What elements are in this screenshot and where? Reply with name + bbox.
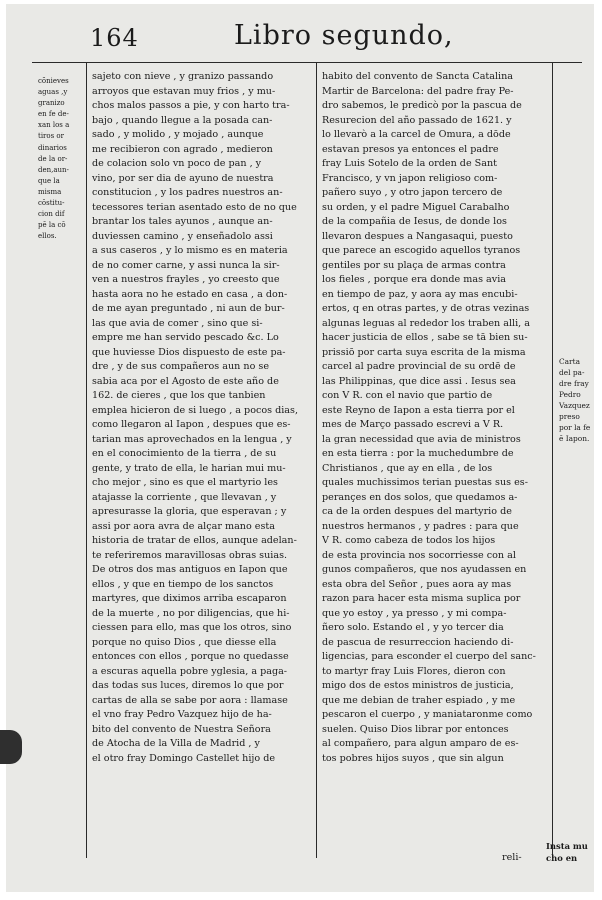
text-line: Resurecion del año passado de 1621. y — [322, 114, 512, 126]
text-line: hasta aora no he estado en casa , a don- — [92, 288, 288, 300]
margin-line: granizo — [38, 99, 65, 108]
text-line: que huviesse Dios dispuesto de este pa- — [92, 346, 286, 358]
text-line: migo dos de estos ministros de justicia, — [322, 680, 514, 691]
text-line: sajeto con nieve , y granizo passando — [92, 71, 274, 82]
margin-line: misma — [38, 187, 62, 196]
text-line: chos malos passos a pie, y con harto tra- — [92, 100, 290, 111]
text-line: ellos , y que en tiempo de los sanctos — [92, 578, 274, 590]
text-line: ca de la orden despues del martyrio de — [322, 506, 512, 517]
text-line: que yo estoy , ya presso , y mi compa- — [322, 607, 507, 619]
text-line: el vno fray Pedro Vazquez hijo de ha- — [92, 709, 272, 720]
text-line: de Atocha de la Villa de Madrid , y — [92, 738, 260, 749]
margin-line: den,aun- — [38, 165, 69, 174]
text-line: Martir de Barcelona: del padre fray Pe- — [322, 85, 514, 97]
text-line: brantar los tales ayunos , aunque an- — [92, 216, 273, 227]
text-line: de no comer carne, y assi nunca la sir- — [92, 259, 280, 271]
text-line: como llegaron al Iapon , despues que es- — [92, 419, 291, 430]
text-line: duviessen camino , y enseñadolo assi — [92, 230, 273, 242]
text-line: constitucion , y los padres nuestros an- — [92, 187, 283, 198]
text-line: en tiempo de paz, y aora ay mas encubi- — [322, 288, 518, 300]
text-line: el otro fray Domingo Castellet hijo de — [92, 752, 276, 764]
text-line: gentiles por su plaça de armas contra — [322, 259, 506, 271]
text-line: De otros dos mas antiguos en Iapon que — [92, 564, 288, 575]
text-line: que me debian de traher espiado , y me — [322, 694, 516, 706]
header-rule — [32, 62, 582, 63]
text-line: llevaron despues a Nangasaqui, puesto — [322, 230, 513, 242]
text-line: al compañero, para algun amparo de es- — [322, 738, 519, 749]
left-margin-rule — [86, 62, 87, 858]
margin-line: por la fe — [559, 423, 591, 432]
text-line: porque no quiso Dios , que diesse ella — [92, 636, 277, 648]
margin-line: en fe de- — [38, 110, 69, 119]
text-line: en el conocimiento de la tierra , de su — [92, 448, 277, 459]
margin-line: cho en — [546, 853, 578, 863]
text-line: prissiō por carta suya escrita de la misma — [322, 346, 526, 358]
right-marginal-note-bottom — [546, 840, 596, 864]
text-line: algunas leguas al rededor los traben alli, a — [322, 317, 530, 329]
margin-line: Insta mu — [546, 841, 588, 851]
right-marginal-note — [559, 356, 593, 444]
text-line: las que avia de comer , sino que si- — [92, 317, 263, 329]
text-line: cartas de alla se sabe por aora : llamase — [92, 694, 288, 706]
text-line: ligencias, para esconder el cuerpo del sanc- — [322, 651, 536, 662]
margin-line: cōstitu- — [38, 199, 65, 208]
left-text-column — [92, 70, 312, 766]
text-line: gente, y trato de ella, le harian mui mu- — [92, 462, 286, 474]
margin-line: del pa- — [559, 368, 585, 377]
margin-line: ellos. — [38, 232, 57, 241]
text-line: assi por aora avra de alçar mano esta — [92, 520, 275, 532]
text-line: la gran necessidad que avia de ministros — [322, 433, 521, 445]
text-line: tecessores terian asentado esto de no que — [92, 201, 297, 213]
text-line: suelen. Quiso Dios librar por entonces — [322, 723, 509, 735]
text-line: de pascua de resurreccion haciendo di- — [322, 636, 514, 648]
text-line: esta obra del Señor , pues aora ay mas — [322, 578, 512, 590]
text-line: ñero solo. Estando el , y yo tercer dia — [322, 622, 504, 633]
text-line: ciessen para ello, mas que los otros, sino — [92, 622, 292, 633]
text-line: vino, por ser dia de ayuno de nuestra — [92, 172, 274, 184]
text-line: atajasse la corriente , que llevavan , y — [92, 491, 277, 503]
text-line: de colacion solo vn poco de pan , y — [92, 158, 262, 169]
text-line: sado , y molido , y mojado , aunque — [92, 129, 264, 140]
text-line: tos pobres hijos suyos , que sin algun — [322, 752, 504, 764]
text-line: quales muchissimos terian puestas sus es- — [322, 477, 528, 488]
text-line: los fieles , porque era donde mas avia — [322, 274, 506, 285]
text-line: V R. como cabeza de todos los hijos — [322, 535, 496, 546]
text-line: pañero suyo , y otro japon tercero de — [322, 187, 503, 198]
text-line: Francisco, y vn japon religioso com- — [322, 172, 498, 184]
margin-line: de la or- — [38, 154, 68, 163]
text-line: empre me han servido pescado &c. Lo — [92, 332, 279, 343]
text-line: arroyos que estavan muy frios , y mu- — [92, 85, 276, 97]
text-line: te referiremos maravillosas obras suias. — [92, 549, 288, 561]
text-line: dro sabemos, le predicò por la pascua de — [322, 100, 522, 111]
text-line: cho mejor , sino es que el martyrio les — [92, 477, 278, 488]
text-line: ertos, q en otras partes, y de otras vezinas — [322, 303, 530, 314]
margin-line: Carta — [559, 357, 580, 366]
margin-line: Vazquez — [559, 401, 590, 410]
text-line: dre , y de sus compañeros aun no se — [92, 361, 269, 372]
text-line: en esta tierra : por la muchedumbre de — [322, 448, 514, 459]
text-line: bito del convento de Nuestra Señora — [92, 723, 271, 735]
text-line: perançes en dos solos, que quedamos a- — [322, 491, 518, 503]
text-line: Christianos , que ay en ella , de los — [322, 462, 493, 474]
text-line: a sus caseros , y lo mismo es en materia — [92, 245, 288, 256]
text-line: emplea hicieron de si luego , a pocos dias, — [92, 404, 298, 416]
margin-line: cõnieves — [38, 77, 69, 85]
text-line: nuestros hermanos , y padres : para que — [322, 520, 519, 532]
margin-line: dinarios — [38, 143, 67, 152]
text-line: lo llevarò a la carcel de Omura, a dōde — [322, 129, 511, 140]
text-line: de la muerte , no por diligencias, que hi- — [92, 607, 290, 619]
text-line: de esta provincia nos socorriesse con al — [322, 549, 516, 561]
column-divider — [316, 62, 317, 858]
text-line: historia de tratar de ellos, aunque adelan- — [92, 535, 297, 546]
text-line: sabia aca por el Agosto de este año de — [92, 375, 279, 387]
margin-line: preso — [559, 412, 580, 421]
text-line: pescaron el cuerpo , y maniataronme como — [322, 709, 533, 720]
book-page — [6, 4, 594, 892]
text-line: habito del convento de Sancta Catalina — [322, 71, 514, 82]
text-line: hacer justicia de ellos , sabe se tā bien su- — [322, 332, 528, 343]
running-title: Libro segundo, — [234, 20, 454, 51]
text-line: carcel al padre provincial de su ordē de — [322, 361, 516, 372]
text-line: con V R. con el navio que partio de — [322, 390, 493, 401]
margin-line: ē Iapon. — [559, 434, 590, 443]
page-number: 164 — [90, 24, 139, 52]
text-line: estavan presos ya entonces el padre — [322, 143, 499, 155]
margin-line: tiros or — [38, 132, 64, 141]
margin-line: dre fray — [559, 379, 589, 388]
margin-line: aguas ,y — [38, 88, 68, 97]
text-line: das todas sus luces, diremos lo que por — [92, 680, 284, 691]
text-line: to martyr fray Luis Flores, dieron con — [322, 665, 506, 677]
text-line: 162. de cieres , que los que tanbien — [92, 390, 266, 401]
text-line: las Philippinas, que dice assi . Iesus sea — [322, 375, 516, 387]
catchword: reli- — [502, 852, 522, 863]
text-line: mes de Março passado escrevi a V R. — [322, 419, 504, 430]
text-line: bajo , quando llegue a la posada can- — [92, 114, 273, 126]
text-line: fray Luis Sotelo de la orden de Sant — [322, 158, 498, 169]
text-line: me recibieron con agrado , medieron — [92, 143, 273, 155]
text-line: que parece an escogido aquellos tyranos — [322, 245, 521, 256]
margin-line: que la — [38, 176, 60, 185]
text-line: su orden, y el padre Miguel Carabalho — [322, 201, 510, 213]
margin-line: pē la cō — [38, 221, 66, 230]
text-line: entonces con ellos , porque no quedasse — [92, 651, 289, 662]
text-line: este Reyno de Iapon a esta tierra por el — [322, 404, 515, 416]
text-line: gunos compañeros, que nos ayudassen en — [322, 564, 527, 575]
margin-line: xan los a — [38, 121, 70, 130]
text-line: apresurasse la gloria, que esperavan ; y — [92, 506, 287, 517]
left-marginal-note — [38, 76, 86, 242]
scan-edge-shadow — [0, 730, 22, 764]
right-text-column — [322, 70, 548, 766]
text-line: tarian mas aprovechados en la lengua , y — [92, 433, 292, 445]
text-line: ven a nuestros frayles , yo creesto que — [92, 274, 280, 285]
margin-line: Pedro — [559, 390, 581, 399]
text-line: martyres, que diximos arriba escaparon — [92, 593, 287, 604]
text-line: razon para hacer esta misma suplica por — [322, 593, 521, 604]
margin-line: cion dif — [38, 210, 65, 219]
text-line: de me ayan preguntado , ni aun de bur- — [92, 303, 285, 314]
right-margin-rule — [552, 62, 553, 858]
text-line: a escuras aquella pobre yglesia, a paga- — [92, 665, 288, 677]
text-line: de la compañia de Iesus, de donde los — [322, 216, 507, 227]
